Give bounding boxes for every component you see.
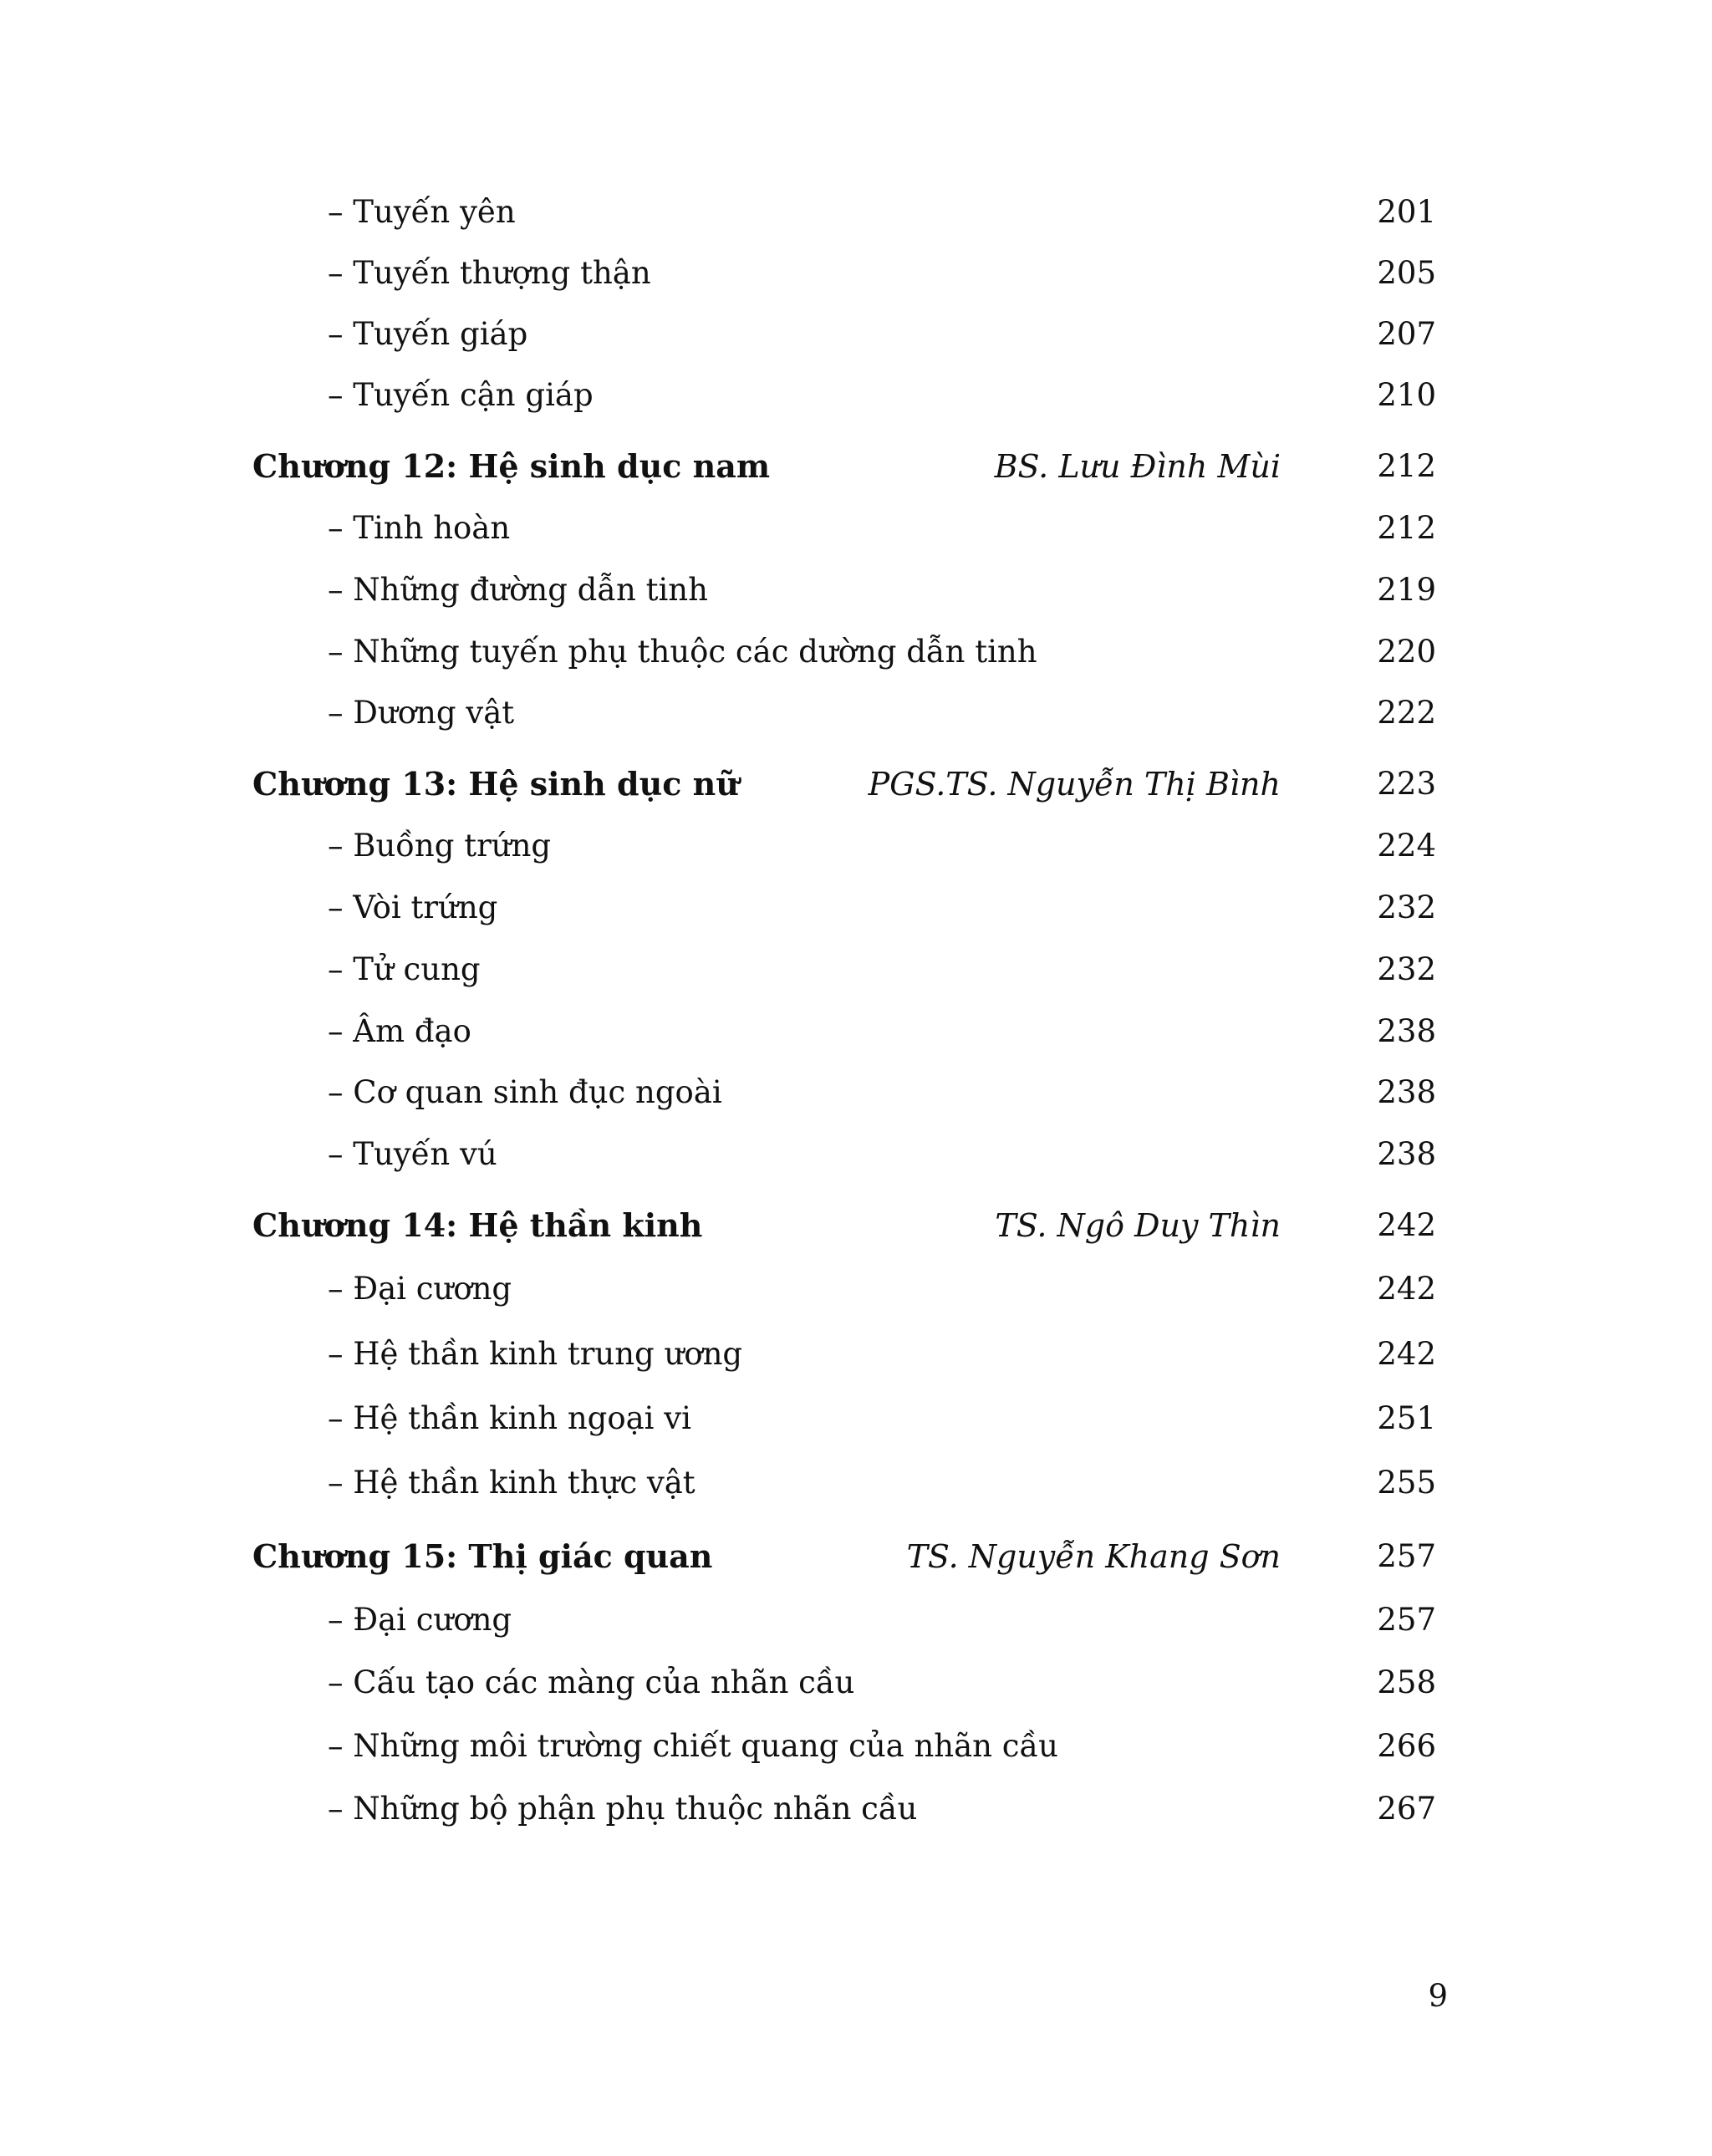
toc-entry <box>0 1721 1712 1771</box>
entry-label: – Hệ thần kinh thực vật <box>328 1465 696 1501</box>
chapter-author: TS. Nguyễn Khang Sơn <box>906 1538 1281 1575</box>
chapter-page: 223 <box>1377 766 1436 802</box>
entry-page: 258 <box>1377 1664 1436 1700</box>
toc-entry <box>0 1595 1712 1645</box>
toc-entry <box>0 1458 1712 1508</box>
entry-page: 205 <box>1377 255 1436 291</box>
chapter-heading <box>0 759 1712 809</box>
chapter-heading <box>0 441 1712 492</box>
entry-label: – Hệ thần kinh ngoại vi <box>328 1400 692 1436</box>
toc-entry <box>0 627 1712 677</box>
chapter-author: TS. Ngô Duy Thìn <box>995 1207 1281 1244</box>
entry-page: 210 <box>1377 377 1436 413</box>
toc-entry <box>0 503 1712 553</box>
entry-label: – Tuyến vú <box>328 1136 497 1172</box>
chapter-page: 242 <box>1377 1207 1436 1243</box>
entry-page: 242 <box>1377 1271 1436 1307</box>
toc-entry <box>0 1784 1712 1834</box>
entry-page: 238 <box>1377 1013 1436 1049</box>
entry-label: – Tuyến cận giáp <box>328 377 594 413</box>
chapter-title: Chương 15: Thị giác quan <box>252 1537 713 1575</box>
entry-label: – Cấu tạo các màng của nhãn cầu <box>328 1664 855 1700</box>
chapter-title: Chương 12: Hệ sinh dục nam <box>252 447 771 485</box>
entry-label: – Cơ quan sinh đục ngoài <box>328 1074 722 1110</box>
entry-page: 232 <box>1377 951 1436 987</box>
entry-page: 207 <box>1377 316 1436 352</box>
entry-label: – Tử cung <box>328 951 481 987</box>
toc-entry <box>0 187 1712 237</box>
entry-label: – Tuyến thượng thận <box>328 255 651 291</box>
entry-page: 257 <box>1377 1602 1436 1638</box>
entry-page: 267 <box>1377 1791 1436 1827</box>
chapter-author: BS. Lưu Đình Mùi <box>994 448 1281 485</box>
toc-entry <box>0 565 1712 615</box>
entry-page: 238 <box>1377 1074 1436 1110</box>
chapter-page: 257 <box>1377 1538 1436 1574</box>
chapter-title: Chương 14: Hệ thần kinh <box>252 1206 703 1244</box>
entry-label: – Tinh hoàn <box>328 510 511 546</box>
entry-page: 238 <box>1377 1136 1436 1172</box>
entry-label: – Dương vật <box>328 695 515 731</box>
entry-page: 266 <box>1377 1728 1436 1764</box>
entry-label: – Những tuyến phụ thuộc các dường dẫn tinh <box>328 634 1037 670</box>
entry-label: – Vòi trứng <box>328 889 498 925</box>
entry-label: – Đại cương <box>328 1271 512 1307</box>
entry-label: – Những môi trường chiết quang của nhãn cầu <box>328 1728 1058 1764</box>
toc-entry <box>0 688 1712 738</box>
entry-label: – Hệ thần kinh trung ương <box>328 1336 743 1372</box>
entry-label: – Âm đạo <box>328 1013 471 1049</box>
entry-page: 255 <box>1377 1465 1436 1501</box>
chapter-heading <box>0 1532 1712 1582</box>
entry-label: – Tuyến yên <box>328 194 516 230</box>
toc-entry <box>0 1394 1712 1444</box>
toc-entry <box>0 1129 1712 1180</box>
chapter-heading <box>0 1200 1712 1251</box>
chapter-title: Chương 13: Hệ sinh dục nữ <box>252 765 739 803</box>
entry-page: 212 <box>1377 510 1436 546</box>
toc-entry <box>0 821 1712 871</box>
toc-entry <box>0 1658 1712 1708</box>
entry-label: – Tuyến giáp <box>328 316 528 352</box>
toc-entry <box>0 370 1712 420</box>
toc-entry <box>0 248 1712 298</box>
entry-label: – Những bộ phận phụ thuộc nhãn cầu <box>328 1791 918 1827</box>
chapter-page: 212 <box>1377 448 1436 484</box>
entry-page: 220 <box>1377 634 1436 670</box>
entry-page: 219 <box>1377 572 1436 608</box>
entry-page: 224 <box>1377 828 1436 864</box>
page-number: 9 <box>1428 1978 1448 2014</box>
entry-label: – Đại cương <box>328 1602 512 1638</box>
entry-page: 232 <box>1377 889 1436 925</box>
toc-entry <box>0 945 1712 995</box>
toc-entry <box>0 883 1712 933</box>
entry-page: 201 <box>1377 194 1436 230</box>
entry-page: 251 <box>1377 1400 1436 1436</box>
entry-label: – Những đường dẫn tinh <box>328 572 708 608</box>
entry-page: 242 <box>1377 1336 1436 1372</box>
chapter-author: PGS.TS. Nguyễn Thị Bình <box>868 766 1281 803</box>
toc-entry <box>0 1068 1712 1118</box>
toc-entry <box>0 309 1712 359</box>
entry-page: 222 <box>1377 695 1436 731</box>
toc-entry <box>0 1264 1712 1314</box>
toc-entry <box>0 1007 1712 1057</box>
entry-label: – Buồng trứng <box>328 828 552 864</box>
toc-entry <box>0 1329 1712 1379</box>
